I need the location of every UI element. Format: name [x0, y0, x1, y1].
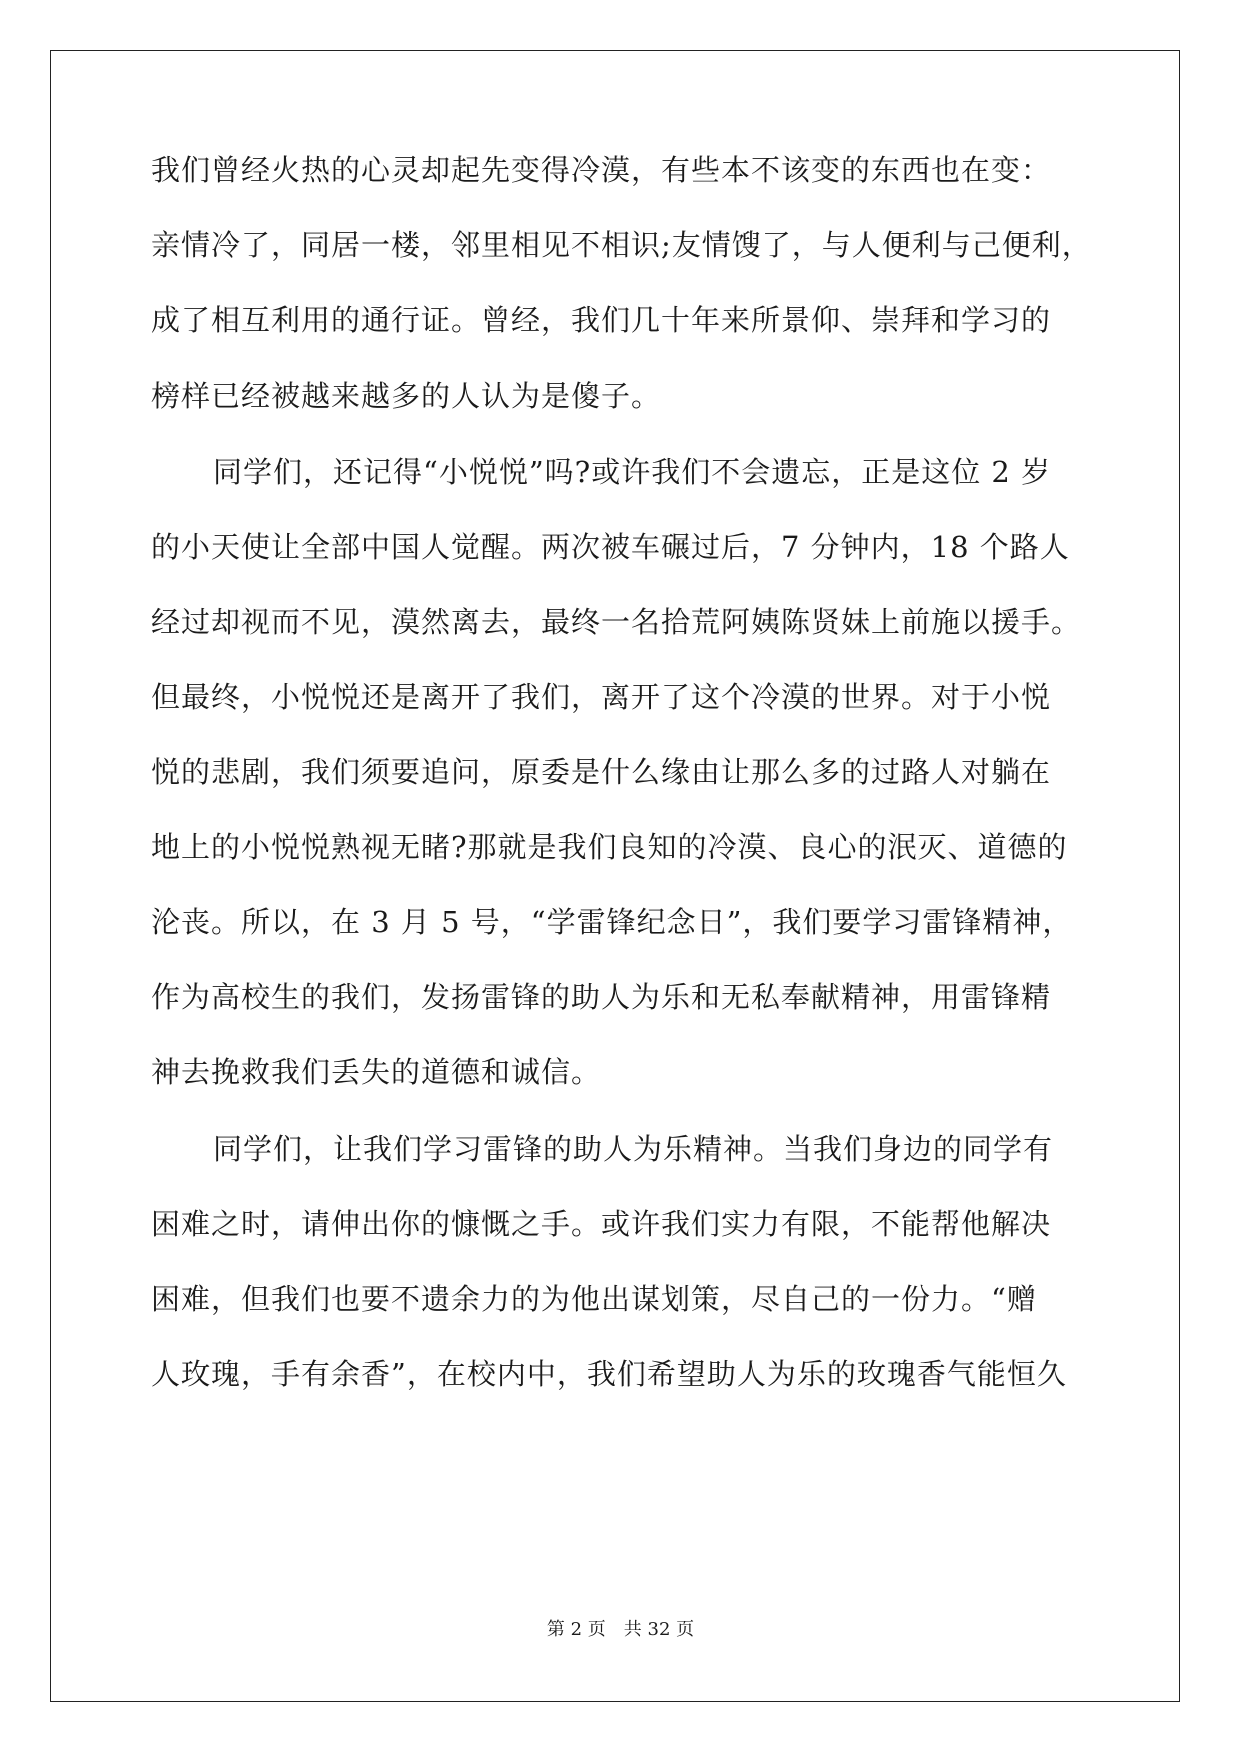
paragraph-first-line: 同学们，还记得“小悦悦”吗?或许我们不会遗忘，正是这位 2 岁: [213, 455, 1052, 489]
page-number: 第 2 页: [546, 1619, 606, 1640]
text-line: 神去挽救我们丢失的道德和诚信。: [151, 1055, 602, 1089]
text-line: 成了相互利用的通行证。曾经，我们几十年来所景仰、崇拜和学习的: [151, 303, 1052, 337]
text-line: 亲情冷了，同居一楼，邻里相见不相识;友情馊了，与人便利与己便利，: [151, 228, 1092, 262]
text-line: 我们曾经火热的心灵却起先变得冷漠，有些本不该变的东西也在变：: [151, 153, 1052, 187]
text-line: 悦的悲剧，我们须要追问，原委是什么缘由让那么多的过路人对躺在: [151, 755, 1052, 789]
page-footer: [0, 1619, 1241, 1641]
text-line: 困难之时，请伸出你的慷慨之手。或许我们实力有限，不能帮他解决: [151, 1207, 1052, 1241]
text-line: 沦丧。所以，在 3 月 5 号，“学雷锋纪念日”，我们要学习雷锋精神，: [151, 905, 1073, 939]
text-line: 但最终，小悦悦还是离开了我们，离开了这个冷漠的世界。对于小悦: [151, 680, 1052, 714]
paragraph-first-line: 同学们，让我们学习雷锋的助人为乐精神。当我们身边的同学有: [213, 1132, 1054, 1166]
page-border: [50, 50, 1180, 1702]
text-line: 榜样已经被越来越多的人认为是傻子。: [151, 379, 662, 413]
text-line: 困难，但我们也要不遗余力的为他出谋划策，尽自己的一份力。“赠: [151, 1282, 1037, 1316]
text-line: 地上的小悦悦熟视无睹?那就是我们良知的冷漠、良心的泯灭、道德的: [151, 830, 1068, 864]
text-line: 的小天使让全部中国人觉醒。两次被车碾过后，7 分钟内，18 个路人: [151, 530, 1070, 564]
text-line: 作为高校生的我们，发扬雷锋的助人为乐和无私奉献精神，用雷锋精: [151, 980, 1052, 1014]
page-total: 共 32 页: [623, 1619, 695, 1640]
text-line: 人玫瑰，手有余香”，在校内中，我们希望助人为乐的玫瑰香气能恒久: [151, 1357, 1067, 1391]
text-line: 经过却视而不见，漠然离去，最终一名拾荒阿姨陈贤妹上前施以援手。: [151, 605, 1082, 639]
